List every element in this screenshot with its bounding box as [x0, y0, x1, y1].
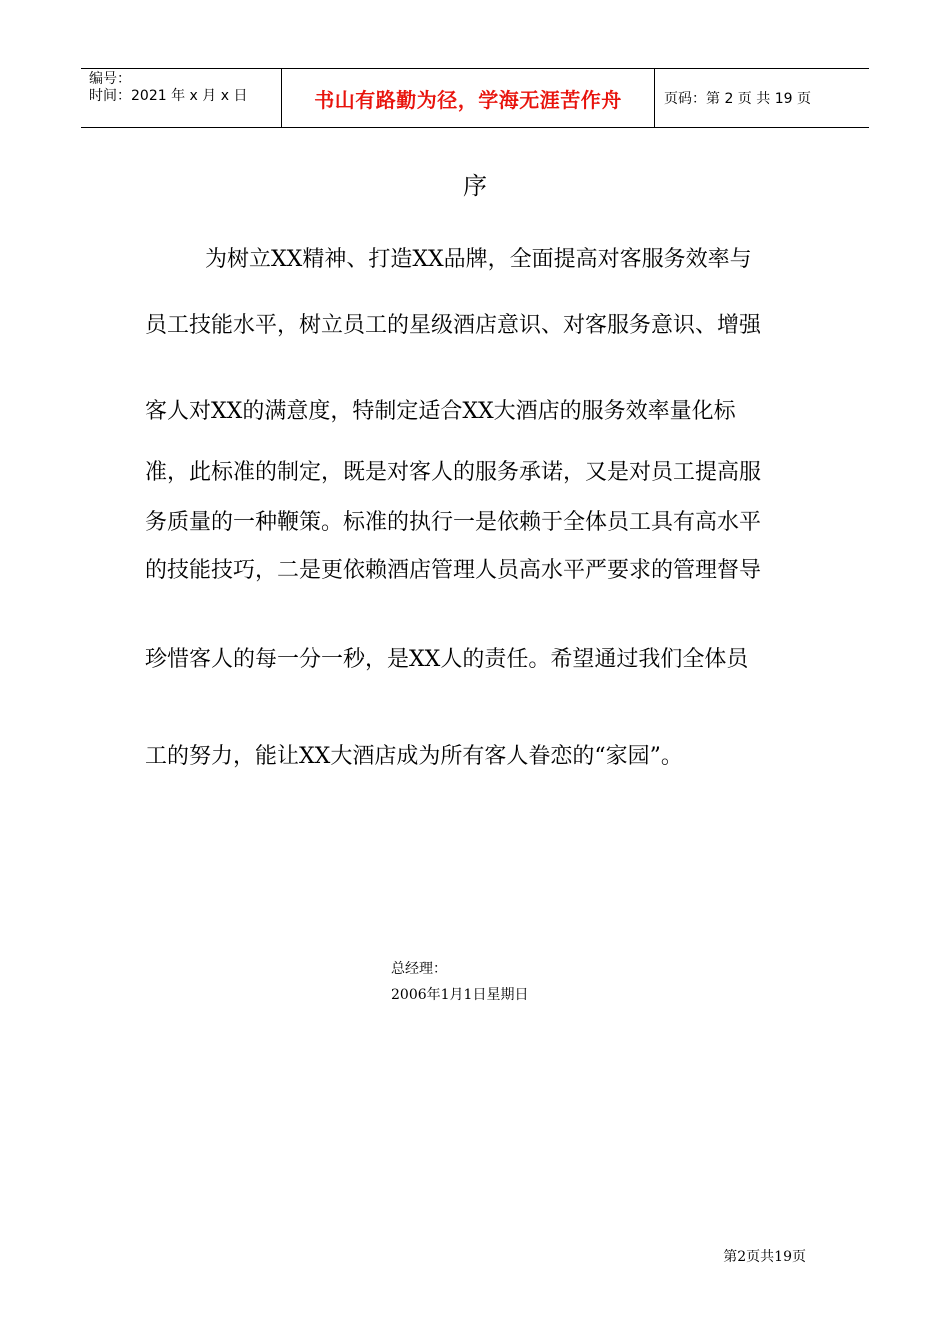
body-line: 珍惜客人的每一分一秒，是XX人的责任。希望通过我们全体员 [145, 647, 749, 672]
body-line: 员工技能水平，树立员工的星级酒店意识、对客服务意识、增强 [145, 313, 762, 338]
signature-title: 总经理： [391, 961, 447, 977]
body-line: 为树立XX精神、打造XX品牌，全面提高对客服务效率与 [205, 247, 752, 272]
body-line: 的技能技巧，二是更依赖酒店管理人员高水平严要求的管理督导 [145, 558, 762, 583]
header-meta [81, 69, 281, 127]
body-line: 客人对XX的满意度，特制定适合XX大酒店的服务效率量化标 [145, 399, 736, 424]
document-title: 序 [463, 172, 487, 200]
signature-date: 2006年1月1日星期日 [391, 987, 529, 1003]
page-header [81, 68, 869, 128]
header-motto: 书山有路勤为径，学海无涯苦作舟 [281, 69, 655, 127]
body-line: 务质量的一种鞭策。标准的执行一是依赖于全体员工具有高水平 [145, 510, 762, 535]
body-line: 准，此标准的制定，既是对客人的服务承诺，又是对员工提高服 [145, 460, 762, 485]
body-line: 工的努力，能让XX大酒店成为所有客人眷恋的“家园”。 [145, 744, 683, 769]
document-number-label: 编号： [89, 71, 131, 87]
page-footer-number: 第2页共19页 [723, 1249, 806, 1265]
document-time-label: 时间：2021 年 x 月 x 日 [89, 88, 248, 104]
header-page-number: 页码：第 2 页 共 19 页 [664, 91, 811, 107]
